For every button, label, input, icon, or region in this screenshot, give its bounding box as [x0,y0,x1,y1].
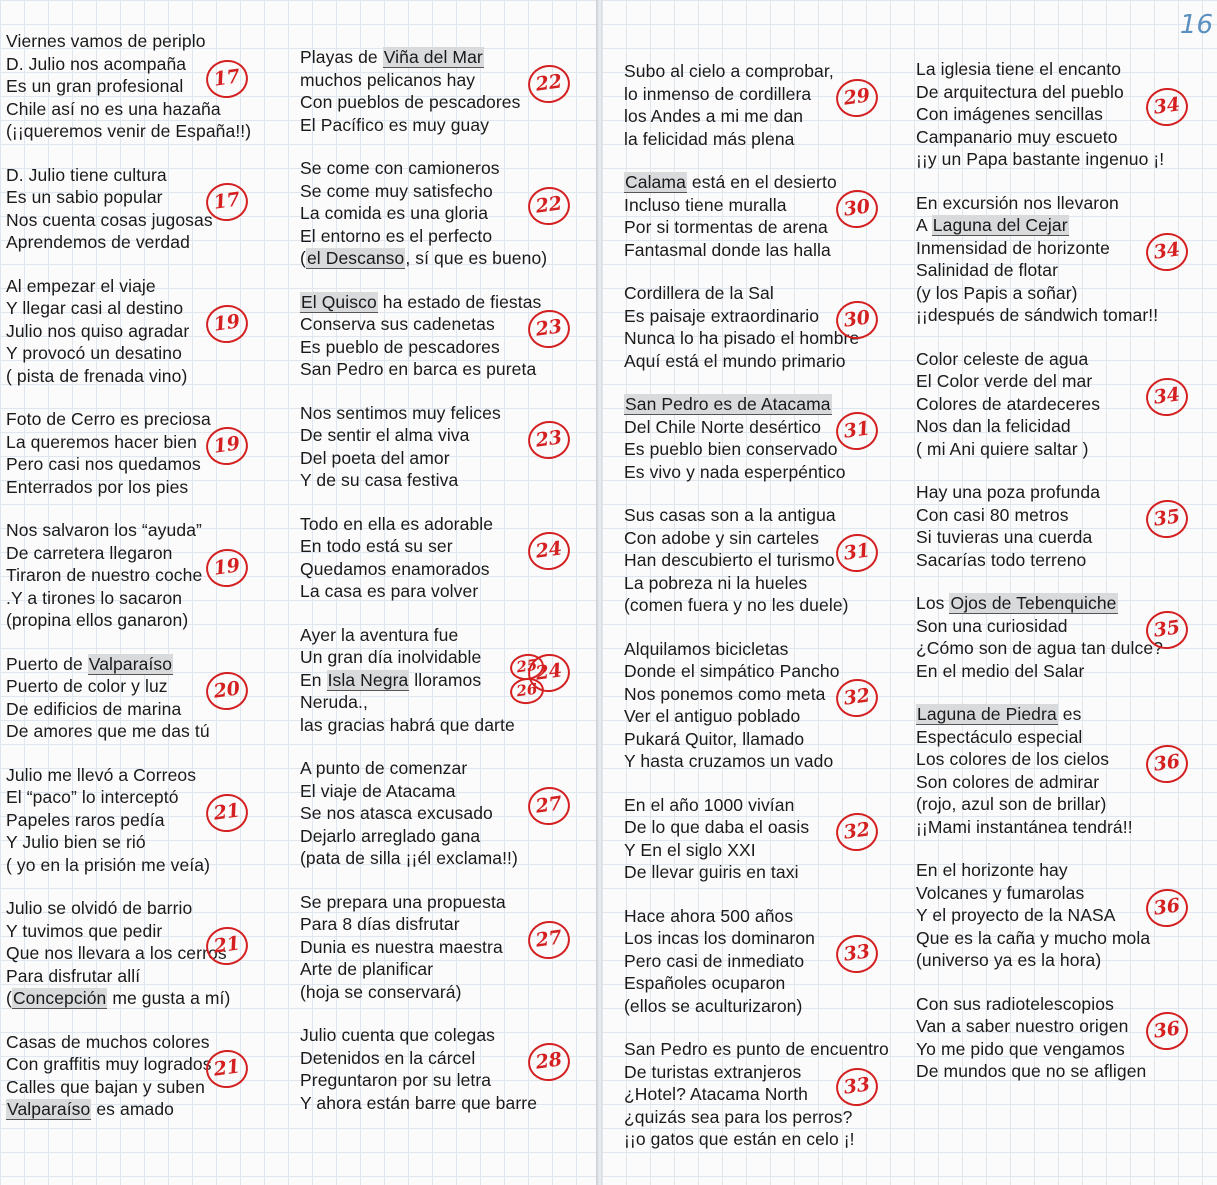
verse-line: Colores de atardeceres [916,393,1101,414]
verse-line: Pukará Quitor, llamado [624,728,805,749]
verse-line: Fantasmal donde las halla [624,239,831,260]
verse-line: Hace ahora 500 años [624,905,794,926]
verse-line: Se come muy satisfecho [300,180,493,201]
verse-line: Playas de Viña del Mar [300,47,483,67]
verse-line: La comida es una gloria [300,203,489,223]
verse-line: Y de su casa festiva [300,470,459,490]
circled-page-mark: 20 [204,669,251,712]
circled-page-mark: 33 [834,1066,881,1109]
verse-line: A Laguna del Cejar [916,215,1068,235]
verse-line: Si tuvieras una cuerda [916,527,1093,547]
verse-line: Preguntaron por su letra [300,1070,492,1090]
stanza [624,794,889,884]
verse-line: Laguna de Piedra es [917,704,1082,724]
verse-line: (Concepción me gusta a mí) [6,988,231,1008]
verse-line: El viaje de Atacama [300,780,456,801]
circled-page-mark: 19 [204,424,251,467]
circled-page-mark: 25 [508,651,545,681]
verse-line: Nos salvaron los “ayuda” [6,520,202,540]
verse-line: La iglesia tiene el encanto [916,59,1122,79]
verse-line: La pobreza ni la hueles [624,572,808,593]
highlighted-place-name: Valparaíso [88,653,173,674]
highlighted-place-name: Laguna del Cejar [932,215,1068,235]
stanza [300,291,564,381]
verse-line: Julio cuenta que colegas [300,1025,496,1045]
stanza [300,157,564,270]
stanza [300,513,564,603]
circled-page-mark: 19 [204,547,251,590]
stanza [916,859,1182,972]
stanza [916,348,1182,461]
stanza [916,703,1182,838]
verse-line: Subo al cielo a comprobar, [624,61,834,81]
stanza [916,592,1182,682]
stanza [624,638,889,773]
stanza [624,1038,889,1151]
highlighted-place-name: Viña del Mar [383,47,483,67]
highlighted-place-name: Calama [625,172,686,192]
circled-page-mark: 19 [204,302,251,345]
circled-page-mark: 28 [526,1040,573,1083]
verse-line: Los colores de los cielos [916,749,1110,769]
stanza [6,30,251,143]
verse-line: Es pueblo de pescadores [300,336,500,357]
verse-line: Que nos llevara a los cerros [6,943,227,963]
verse-line: Chile así no es una hazaña [6,98,221,119]
verse-line: Ayer la aventura fue [300,624,459,645]
verse-line: Dejarlo arreglado gana [300,825,481,846]
verse-line: Pero casi nos quedamos [6,454,201,474]
verse-line: (¡¡queremos venir de España!!) [6,121,252,141]
circled-page-mark: 26 [508,675,545,705]
verse-line: Es un gran profesional [6,76,184,96]
verse-line: Enterrados por los pies [6,476,189,497]
verse-line: las gracias habrá que darte [300,714,515,735]
stanza [6,897,251,1010]
verse-line: En todo está su ser [300,536,453,556]
verse-line: El Pacífico es muy guay [300,114,490,135]
verse-line: El Color verde del mar [916,371,1093,391]
poem-column-3 [624,60,889,1172]
verse-line: Viernes vamos de periplo [6,31,206,51]
stanza [6,275,251,388]
verse-line: Arte de planificar [300,959,434,979]
verse-line: Aprendemos de verdad [6,232,190,252]
circled-page-mark: 24 [526,651,573,694]
verse-line: De llevar guiris en taxi [624,862,799,882]
verse-line: De sentir el alma viva [300,425,470,445]
stanza [624,504,889,617]
stanza [916,993,1182,1083]
stanza [300,1024,564,1114]
circled-page-mark: 36 [1144,887,1191,930]
verse-line: Y ahora están barre que barre [300,1092,538,1113]
verse-line: La casa es para volver [300,581,479,601]
verse-line: Valparaíso es amado [7,1099,174,1119]
verse-line: De amores que me das tú [6,721,210,741]
circled-page-mark: 30 [834,187,881,230]
verse-line: Cordillera de la Sal [624,283,774,303]
verse-line: Julio nos quiso agradar [6,320,190,341]
verse-line: Españoles ocuparon [624,973,786,993]
verse-line: (hoja se conservará) [300,981,462,1002]
verse-line: Papeles raros pedía [6,809,165,830]
verse-line: Son una curiosidad [916,615,1068,636]
page-number: 16 [1179,10,1213,40]
verse-line: Y llegar casi al destino [6,298,184,318]
verse-line: El entorno es el perfecto [300,225,493,246]
verse-line [624,393,889,416]
verse-line: Quedamos enamorados [300,558,490,579]
circled-page-mark: 35 [1144,608,1191,651]
verse-line: los Andes a mi me dan [624,106,804,126]
verse-line: Es vivo y nada esperpéntico [624,461,846,482]
verse-line: De lo que daba el oasis [624,817,810,837]
verse-line: Julio me llevó a Correos [6,764,197,785]
verse-line: ¡¡Mami instantánea tendrá!! [916,816,1133,837]
verse-line: D. Julio nos acompaña [6,53,187,74]
highlighted-place-name: el Descanso [306,248,405,268]
verse-line: ¡¡o gatos que están en celo ¡! [624,1129,855,1149]
verse-line: (universo ya es la hora) [916,950,1102,970]
verse-line: Que es la caña y mucho mola [916,927,1151,948]
verse-line: Se nos atasca excusado [300,803,493,823]
stanza [624,282,889,372]
verse-line: Conserva sus cadenetas [300,314,495,334]
verse-line: Detenidos en la cárcel [300,1047,476,1068]
verse-line: (propina ellos ganaron) [6,610,189,630]
circled-page-mark: 17 [204,58,251,101]
verse-line: Con imágenes sencillas [916,104,1104,124]
verse-line: Van a saber nuestro origen [916,1016,1129,1036]
verse-line: Un gran día inolvidable [300,647,482,667]
verse-line: Es un sabio popular [6,187,163,207]
verse-line: Del Chile Norte desértico [624,416,822,437]
circled-page-mark: 21 [204,925,251,968]
highlighted-place-name: El Quisco [301,291,377,312]
verse-line: Por si tormentas de arena [624,217,828,237]
circled-page-mark: 27 [526,785,573,828]
verse-line: Calama está en el desierto [625,172,837,192]
verse-line: ¡¡y un Papa bastante ingenuo ¡! [916,149,1165,169]
stanza [624,393,889,483]
verse-line: Nos sentimos muy felices [300,402,501,423]
highlighted-place-name: Concepción [12,988,107,1008]
verse-line: (rojo, azul son de brillar) [916,794,1107,814]
verse-line: De edificios de marina [6,698,182,719]
verse-line: Inmensidad de horizonte [916,237,1110,258]
verse-line: Con pueblos de pescadores [300,92,521,112]
verse-line: Dunia es nuestra maestra [300,936,503,957]
stanza [300,891,564,1004]
verse-line: A punto de comenzar [300,758,468,778]
stanza [916,58,1182,171]
verse-line: Con adobe y sin carteles [624,527,820,548]
verse-line: La queremos hacer bien [6,431,197,452]
verse-line: El Quisco ha estado de fiestas [301,291,542,312]
verse-line: Puerto de Valparaíso [6,653,173,674]
poem-column-1 [6,30,251,1142]
verse-line: Es pueblo bien conservado [624,439,838,459]
verse-line: lo inmenso de cordillera [624,83,812,104]
verse-line: Casas de muchos colores [6,1031,210,1052]
verse-line: (y los Papis a soñar) [916,282,1078,303]
verse-line: Neruda., [300,692,368,712]
verse-line: Y En el siglo XXI [624,839,756,860]
verse-line: Nos dan la felicidad [916,416,1071,436]
verse-line: De turistas extranjeros [624,1061,802,1082]
verse-line: Son colores de admirar [916,771,1100,792]
verse-line: ( pista de frenada vino) [6,365,188,386]
verse-line: Calles que bajan y suben [6,1076,205,1097]
verse-line: Alquilamos bicicletas [624,638,789,659]
verse-line: D. Julio tiene cultura [6,164,167,185]
verse-line: En el medio del Salar [916,660,1085,681]
verse-line: Foto de Cerro es preciosa [6,409,211,429]
circled-page-mark: 17 [204,180,251,223]
highlighted-place-name: San Pedro es de Atacama [625,394,831,414]
highlighted-place-name: Laguna de Piedra [917,704,1057,724]
verse-line: Nunca lo ha pisado el hombre [624,328,860,348]
stanza [6,164,251,254]
stanza [624,171,889,261]
verse-line: De mundos que no se afligen [916,1061,1147,1081]
circled-page-mark: 27 [526,918,573,961]
stanza [624,60,889,150]
circled-page-mark: 31 [834,409,881,452]
verse-line: Ver el antiguo poblado [624,706,801,726]
circled-page-mark: 32 [834,676,881,719]
verse-line: Julio se olvidó de barrio [6,898,193,918]
verse-line: ¿Cómo son de agua tan dulce? [916,638,1163,658]
verse-line: Se come con camioneros [300,158,500,178]
circled-page-mark: 33 [834,932,881,975]
verse-line: Y hasta cruzamos un vado [624,751,834,771]
stanza [916,481,1182,571]
verse-line: Con casi 80 metros [916,504,1069,525]
verse-line: Y el proyecto de la NASA [916,905,1116,925]
verse-line: Con sus radiotelescopios [916,993,1114,1014]
verse-line: Espectáculo especial [916,726,1083,747]
stanza [300,624,564,737]
verse-line: ¡¡después de sándwich tomar!! [916,305,1159,325]
circled-page-mark: 36 [1144,1009,1191,1052]
stanza [6,764,251,877]
stanza [300,757,564,870]
verse-line: Campanario muy escueto [916,126,1118,147]
circled-page-mark: 22 [526,185,573,228]
verse-line: Es paisaje extraordinario [624,305,820,326]
verse-line: Para disfrutar allí [6,965,141,986]
highlighted-place-name: Isla Negra [327,669,409,690]
circled-page-mark: 23 [526,307,573,350]
verse-line: San Pedro es punto de encuentro [624,1039,889,1059]
verse-line: Incluso tiene muralla [624,194,787,215]
verse-line: Puerto de color y luz [6,676,168,696]
verse-line: Los Ojos de Tebenquiche [916,593,1117,613]
circled-page-mark: 34 [1144,86,1191,129]
poem-column-4 [916,58,1182,1104]
verse-line: Y provocó un desatino [6,343,182,363]
verse-line: San Pedro en barca es pureta [300,359,537,379]
verse-line: Con graffitis muy logrados [6,1054,212,1074]
verse-line: Pero casi de inmediato [624,950,805,971]
verse-line: Y Julio bien se rió [6,832,146,852]
verse-line: Volcanes y fumarolas [916,882,1085,903]
verse-line: Tiraron de nuestro coche [6,565,203,585]
verse-line: Y tuvimos que pedir [6,920,163,941]
verse-line: Nos cuenta cosas jugosas [6,209,213,230]
verse-line: ¿Hotel? Atacama North [624,1084,808,1104]
circled-page-mark: 32 [834,810,881,853]
verse-line: ( mi Ani quiere saltar ) [916,438,1089,459]
verse-line: Donde el simpático Pancho [624,661,840,681]
circled-page-mark: 34 [1144,375,1191,418]
circled-page-mark: 21 [204,791,251,834]
circled-page-mark: 36 [1144,742,1191,785]
verse-line: ( yo en la prisión me veía) [6,854,211,875]
verse-line: .Y a tirones lo sacaron [6,587,183,608]
verse-line: En Isla Negra lloramos [300,669,482,690]
verse-line: Al empezar el viaje [6,275,156,296]
stanza [6,653,251,743]
stanza [300,402,564,492]
stanza [300,46,564,136]
verse-line: En excursión nos llevaron [916,192,1119,213]
verse-line: Para 8 días disfrutar [300,914,460,934]
verse-line: Aquí está el mundo primario [624,350,846,371]
verse-line: En el año 1000 vivían [624,794,795,815]
verse-line: Hay una poza profunda [916,482,1101,502]
circled-page-mark: 31 [834,532,881,575]
stanza [624,905,889,1018]
circled-page-mark: 23 [526,418,573,461]
highlighted-place-name: Valparaíso [7,1099,91,1119]
stanza [6,519,251,632]
circled-page-mark: 29 [834,76,881,119]
stanza [6,1031,251,1121]
verse-line: (comen fuera y no les duele) [624,595,849,615]
stanza [916,192,1182,327]
verse-line: Han descubierto el turismo [624,550,835,570]
verse-line: Nos ponemos como meta [624,683,826,704]
verse-line: (pata de silla ¡¡él exclama!!) [300,848,518,868]
stanza [6,408,251,498]
circled-page-mark: 21 [204,1047,251,1090]
left-page [0,0,598,1185]
verse-line: En el horizonte hay [916,860,1068,880]
verse-line: muchos pelicanos hay [300,69,476,90]
verse-line: Todo en ella es adorable [300,513,494,534]
verse-line: Sacarías todo terreno [916,549,1087,570]
verse-line: la felicidad más plena [624,128,795,149]
right-page [602,0,1217,1185]
verse-line: (el Descanso, sí que es bueno) [300,248,548,268]
circled-page-mark: 24 [526,529,573,572]
circled-page-mark: 22 [526,62,573,105]
verse-line: (ellos se aculturizaron) [624,995,803,1016]
verse-line: Color celeste de agua [916,348,1089,369]
verse-line: ¿quizás sea para los perros? [624,1106,853,1127]
poem-column-2 [300,46,564,1135]
verse-line: De carretera llegaron [6,542,173,563]
verse-line: De arquitectura del pueblo [916,81,1124,102]
verse-line: Del poeta del amor [300,447,450,468]
verse-line: Salinidad de flotar [916,260,1058,280]
verse-line: Los incas los dominaron [624,928,816,948]
circled-page-mark: 35 [1144,497,1191,540]
circled-page-mark: 34 [1144,230,1191,273]
verse-line: Se prepara una propuesta [300,891,506,912]
highlighted-place-name: Ojos de Tebenquiche [950,593,1117,613]
verse-line: Sus casas son a la antigua [624,505,836,525]
verse-line: Yo me pido que vengamos [916,1038,1125,1059]
circled-page-mark: 30 [834,298,881,341]
verse-line: El “paco” lo interceptó [6,787,179,807]
